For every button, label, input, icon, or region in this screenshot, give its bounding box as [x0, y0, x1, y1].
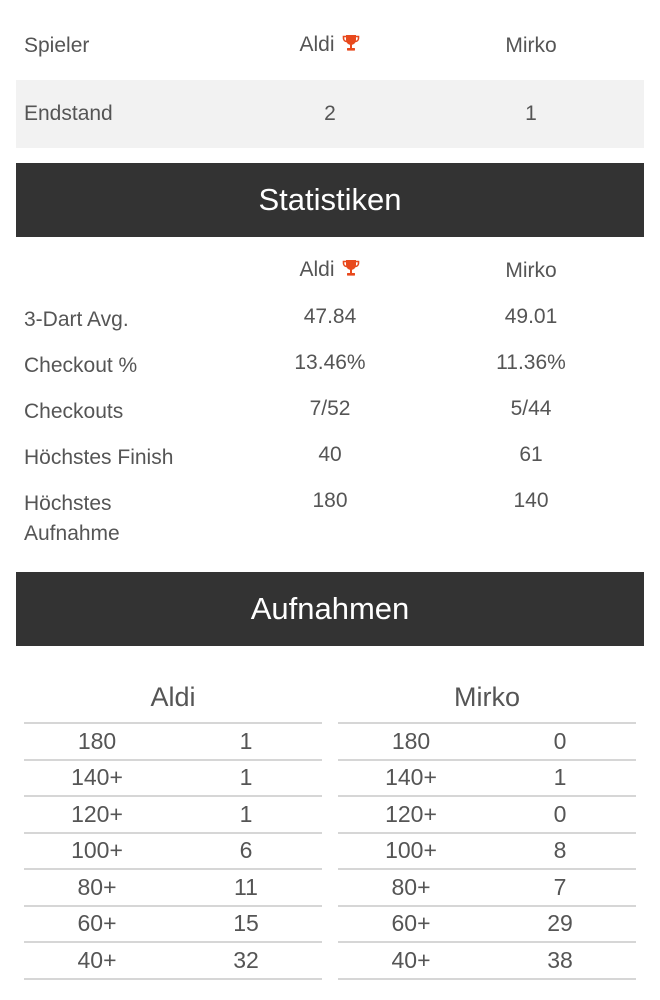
- visit-count: 1: [239, 727, 253, 754]
- stat-label: Checkout %: [24, 354, 138, 377]
- stat-row-checkouts: [16, 386, 644, 432]
- final-score-label: Endstand: [24, 102, 113, 125]
- stat-row-average: [16, 294, 644, 340]
- visit-row: [338, 724, 636, 761]
- stat-player1-value: 7/52: [309, 397, 351, 420]
- visit-row: [338, 834, 636, 871]
- stat-player1-value: 40: [318, 443, 342, 466]
- trophy-icon: [341, 33, 361, 59]
- visits-table-player2: [338, 672, 636, 980]
- visit-range: 80+: [77, 873, 117, 900]
- visit-range: 120+: [71, 800, 123, 827]
- stat-label: 3-Dart Avg.: [24, 308, 129, 331]
- visit-row: [24, 761, 322, 798]
- visit-count: 1: [239, 764, 253, 791]
- stats-header-row: [16, 250, 644, 292]
- visit-row: [24, 834, 322, 871]
- visit-count: 8: [553, 837, 567, 864]
- stat-player1-value: 47.84: [303, 305, 357, 328]
- visit-row: [338, 943, 636, 980]
- visit-row: [24, 797, 322, 834]
- stat-row-highest-finish: [16, 432, 644, 478]
- stat-player2-value: 140: [513, 489, 549, 512]
- visit-count: 6: [239, 837, 253, 864]
- visit-count: 32: [233, 946, 259, 973]
- stat-row-highest-visit: [16, 478, 644, 548]
- visit-count: 0: [553, 800, 567, 827]
- stat-row-checkout-percent: [16, 340, 644, 386]
- player1-final-score: 2: [324, 102, 336, 125]
- visit-row: [24, 724, 322, 761]
- visit-row: [24, 943, 322, 980]
- visit-range: 180: [391, 727, 431, 754]
- visit-row: [24, 907, 322, 944]
- player1-name: Aldi: [299, 33, 335, 56]
- stat-player2-value: 11.36%: [496, 351, 566, 374]
- player1-header: [242, 33, 418, 59]
- trophy-icon: [341, 258, 361, 284]
- visit-count: 1: [553, 764, 567, 791]
- visit-count: 7: [553, 873, 567, 900]
- visit-count: 11: [234, 873, 258, 900]
- stat-label: Höchstes Aufnahme: [24, 492, 120, 545]
- visits-player2-name: Mirko: [338, 672, 636, 724]
- visits-table-player1: [24, 672, 322, 980]
- stat-player1-value: 180: [312, 489, 348, 512]
- score-header-row: [16, 26, 644, 66]
- visit-range: 40+: [77, 946, 117, 973]
- visit-range: 140+: [385, 764, 437, 791]
- visit-range: 80+: [391, 873, 431, 900]
- visit-range: 60+: [77, 910, 117, 937]
- stat-player2-value: 49.01: [504, 305, 558, 328]
- visit-row: [338, 797, 636, 834]
- stat-player2-value: 61: [519, 443, 543, 466]
- statistics-banner: Statistiken: [16, 163, 644, 237]
- player2-name: Mirko: [505, 34, 557, 57]
- visit-range: 120+: [385, 800, 437, 827]
- visit-row: [338, 907, 636, 944]
- stats-player2-name: Mirko: [505, 259, 557, 282]
- visits-player1-name: Aldi: [24, 672, 322, 724]
- stat-label: Checkouts: [24, 400, 124, 423]
- visit-range: 40+: [391, 946, 431, 973]
- stat-player2-value: 5/44: [510, 397, 552, 420]
- visit-row: [338, 761, 636, 798]
- stat-label: Höchstes Finish: [24, 446, 174, 469]
- visit-count: 15: [233, 910, 259, 937]
- visit-range: 100+: [385, 837, 437, 864]
- player2-final-score: 1: [525, 102, 537, 125]
- stats-player1-header: [242, 258, 418, 284]
- visit-range: 100+: [71, 837, 123, 864]
- visit-row: [338, 870, 636, 907]
- visit-range: 60+: [391, 910, 431, 937]
- visit-row: [24, 870, 322, 907]
- visit-count: 1: [239, 800, 253, 827]
- stats-player1-name: Aldi: [299, 258, 335, 281]
- visit-range: 180: [77, 727, 117, 754]
- player-column-label: Spieler: [24, 34, 90, 57]
- stat-player1-value: 13.46%: [294, 351, 366, 374]
- visit-count: 0: [553, 727, 567, 754]
- visit-range: 140+: [71, 764, 123, 791]
- visit-count: 38: [547, 946, 573, 973]
- visits-banner: Aufnahmen: [16, 572, 644, 646]
- visit-count: 29: [547, 910, 573, 937]
- final-score-row: [16, 80, 644, 148]
